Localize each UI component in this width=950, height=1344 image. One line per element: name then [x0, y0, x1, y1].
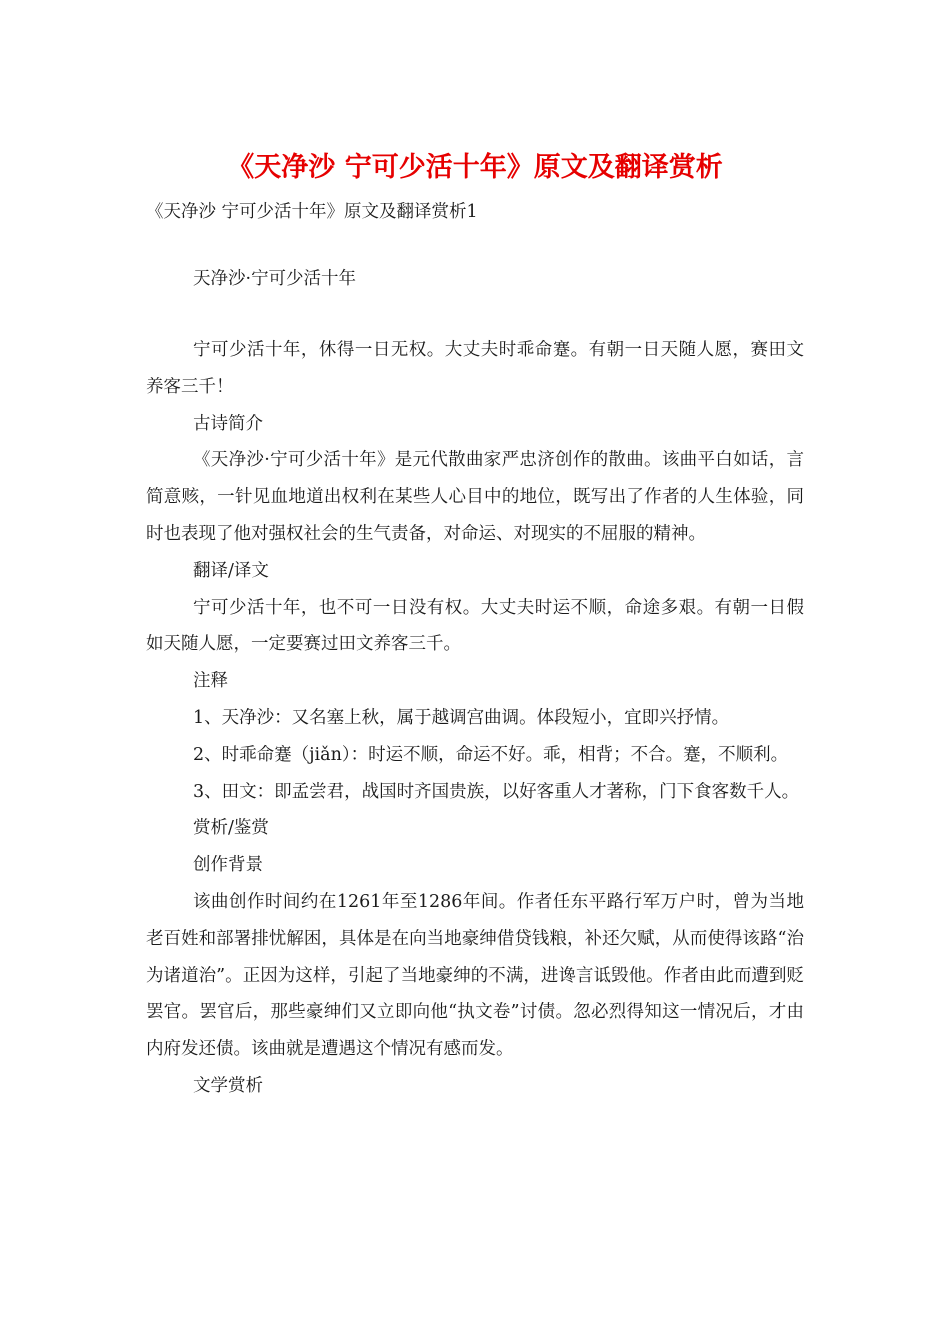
note-item: 2、时乖命蹇（jiǎn）：时运不顺，命运不好。乖，相背；不合。蹇，不顺利。: [193, 744, 789, 765]
intro-heading: 古诗简介: [193, 413, 263, 434]
document-body: [146, 332, 804, 1105]
appreciation-heading: 赏析/鉴赏: [193, 818, 269, 839]
background-paragraph: 该曲创作时间约在1261年至1286年间。作者任东平路行军万户时，曾为当地老百姓和部署排忧解困，具体是在向当地豪绅借贷钱粮，补还欠赋，从而使得该路“治为诸道治”。正因为这样，引起了当地豪绅的不满，进谗言诋毁他。作者由此而遭到贬罢官。罢官后，那些豪绅们又立即向他“执文卷”讨债。忽必烈得知这一情况后，才由内府发还债。该曲就是遭遇这个情况有感而发。: [146, 891, 804, 1060]
note-item: 1、天净沙：又名塞上秋，属于越调宫曲调。体段短小，宜即兴抒情。: [193, 707, 730, 728]
note-item: 3、田文：即孟尝君，战国时齐国贵族，以好客重人才著称，门下食客数千人。: [193, 781, 800, 802]
background-heading: 创作背景: [193, 855, 263, 876]
literary-heading: 文学赏析: [193, 1075, 263, 1096]
poem-title: 天净沙·宁可少活十年: [193, 269, 357, 289]
intro-paragraph: 《天净沙·宁可少活十年》是元代散曲家严忠济创作的散曲。该曲平白如话，言简意赅，一针见血地道出权利在某些人心目中的地位，既写出了作者的人生体验，同时也表现了他对强权社会的生气责备，对命运、对现实的不屈服的精神。: [146, 450, 804, 544]
document-subtitle: 《天净沙 宁可少活十年》原文及翻译赏析1: [146, 202, 478, 222]
translation-paragraph: 宁可少活十年，也不可一日没有权。大丈夫时运不顺，命途多艰。有朝一日假如天随人愿，一定要赛过田文养客三千。: [146, 597, 804, 655]
document-title: 《天净沙 宁可少活十年》原文及翻译赏析: [227, 152, 723, 183]
poem-text: 宁可少活十年，休得一日无权。大丈夫时乖命蹇。有朝一日天随人愿，赛田文养客三千！: [146, 340, 804, 397]
notes-heading: 注释: [193, 671, 228, 692]
translation-heading: 翻译/译文: [193, 560, 269, 581]
